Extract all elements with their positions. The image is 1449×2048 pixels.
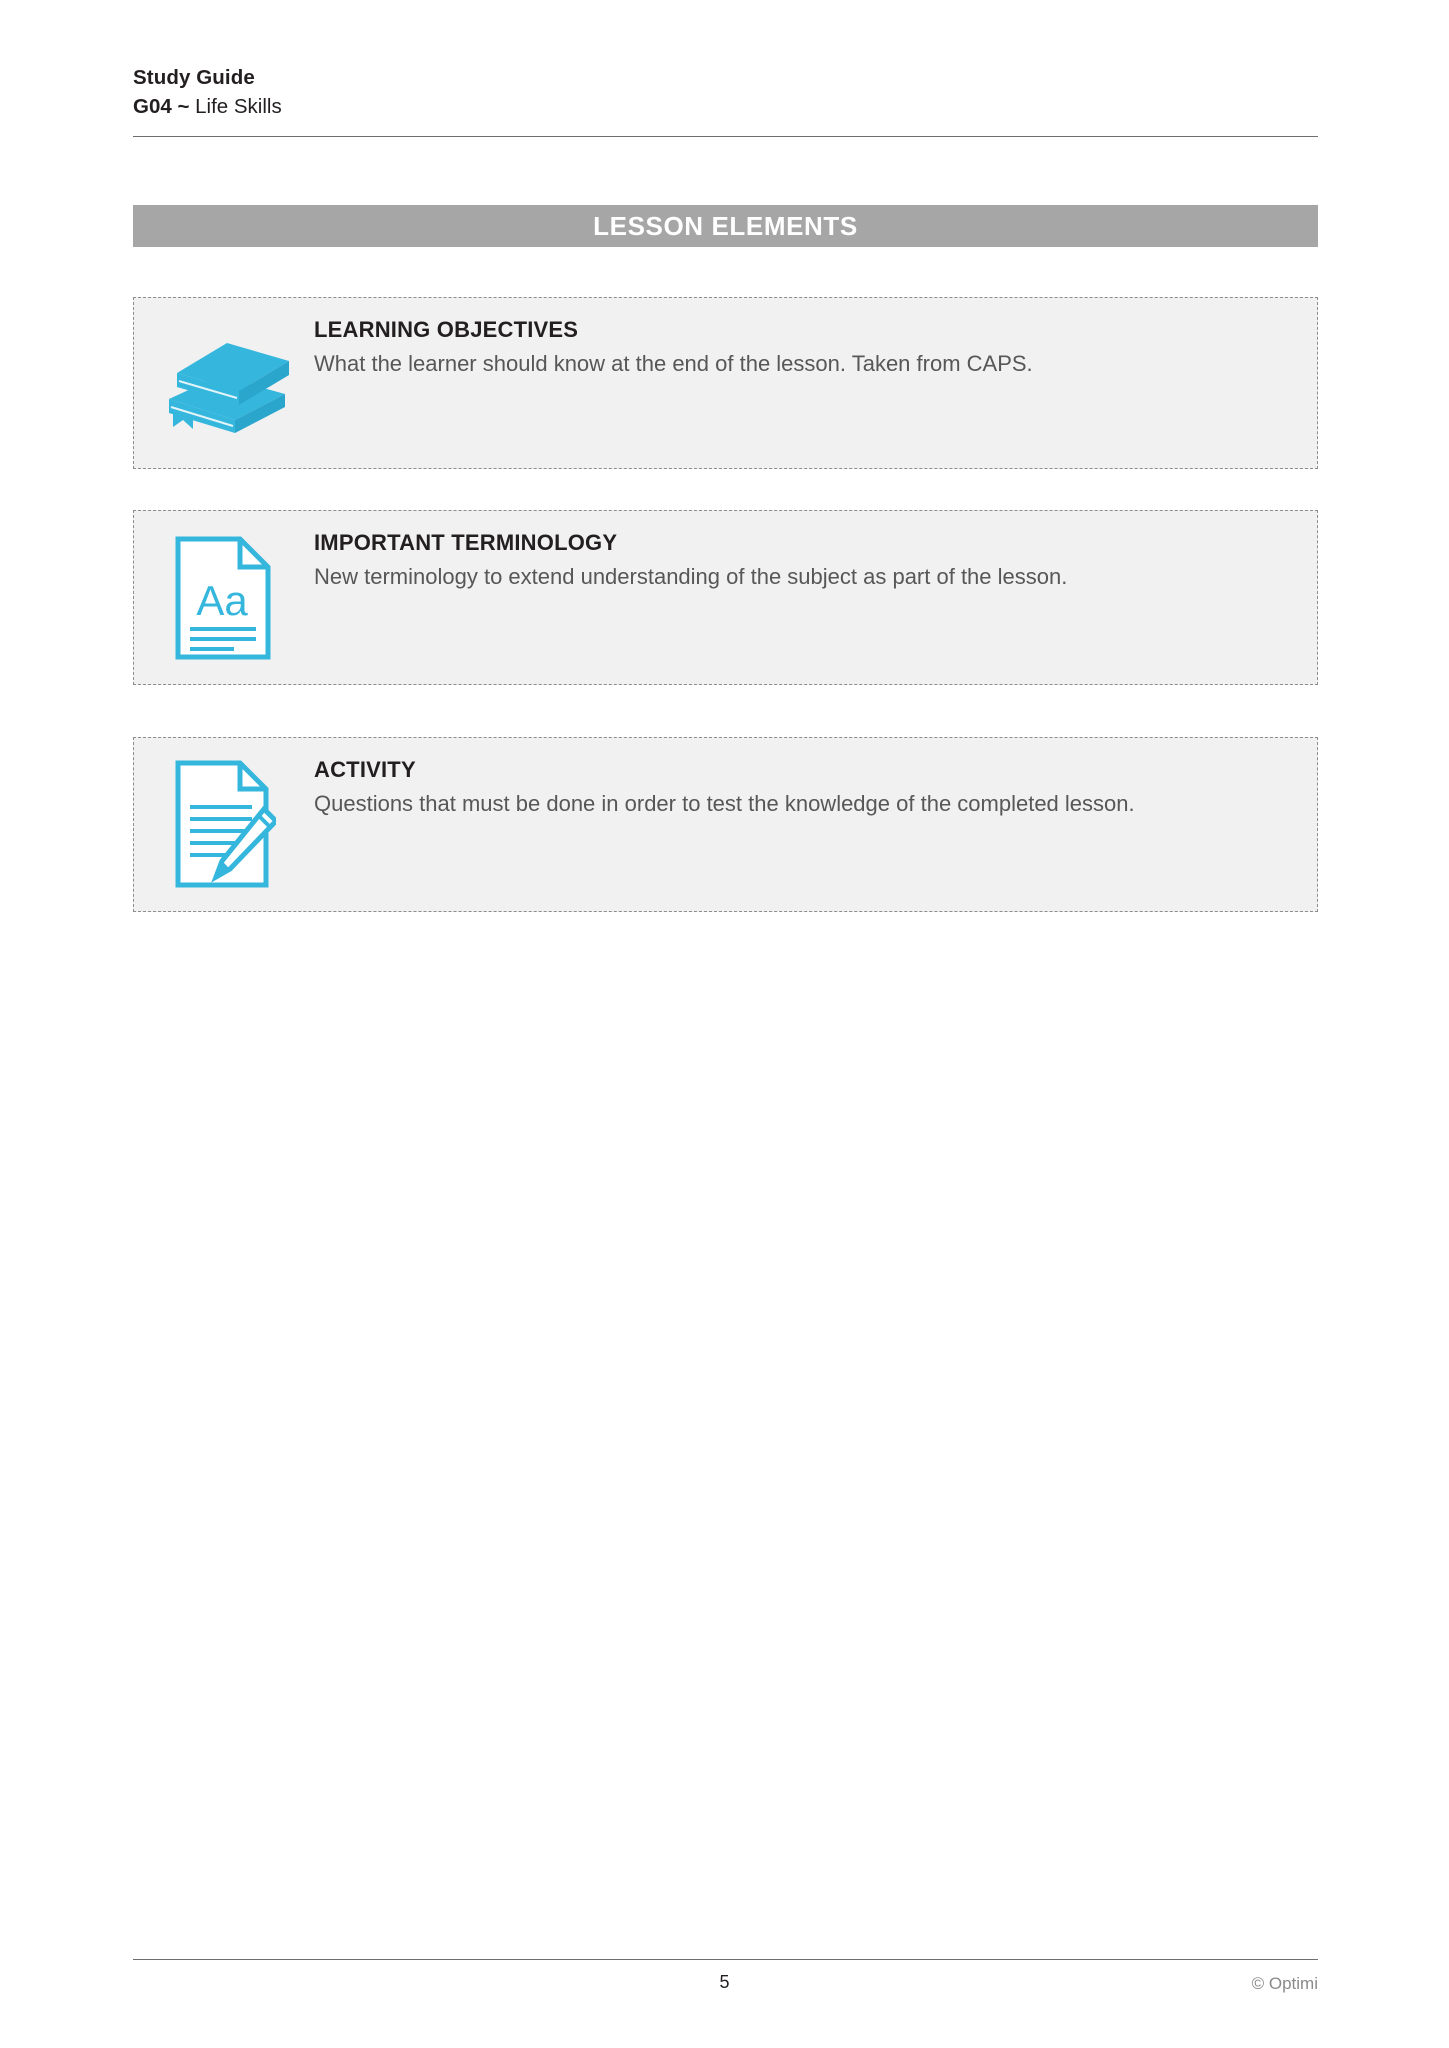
stacked-books-icon	[134, 298, 314, 468]
activity-pencil-document-icon	[134, 738, 314, 911]
lesson-element-card	[133, 737, 1318, 912]
lesson-element-card	[133, 510, 1318, 685]
svg-text:Aa: Aa	[196, 576, 248, 624]
card-title: ACTIVITY	[314, 757, 416, 782]
copyright-notice: © Optimi	[1251, 1974, 1318, 1993]
card-text-block	[314, 511, 1091, 592]
footer-divider	[133, 1959, 1318, 1960]
section-title-band	[133, 205, 1318, 247]
header-title: Study Guide	[133, 66, 255, 89]
header-grade-code: G04 ~	[133, 95, 190, 119]
page-number: 5	[719, 1972, 730, 1992]
card-description: What the learner should know at the end of the lesson. Taken from CAPS.	[314, 350, 1033, 376]
terminology-document-icon	[134, 511, 314, 684]
card-text-block	[314, 738, 1159, 819]
card-title: LEARNING OBJECTIVES	[314, 317, 579, 342]
card-description: Questions that must be done in order to test the knowledge of the completed lesson.	[314, 790, 1135, 816]
card-description: New terminology to extend understanding of the subject as part of the lesson.	[314, 563, 1068, 589]
page-header	[133, 64, 1318, 120]
header-divider	[133, 136, 1318, 137]
header-subject: Life Skills	[195, 95, 282, 119]
card-text-block	[314, 298, 1057, 379]
lesson-element-card	[133, 297, 1318, 469]
card-title: IMPORTANT TERMINOLOGY	[314, 530, 618, 555]
header-subtitle	[133, 93, 1318, 120]
section-title-text: LESSON ELEMENTS	[593, 210, 858, 241]
